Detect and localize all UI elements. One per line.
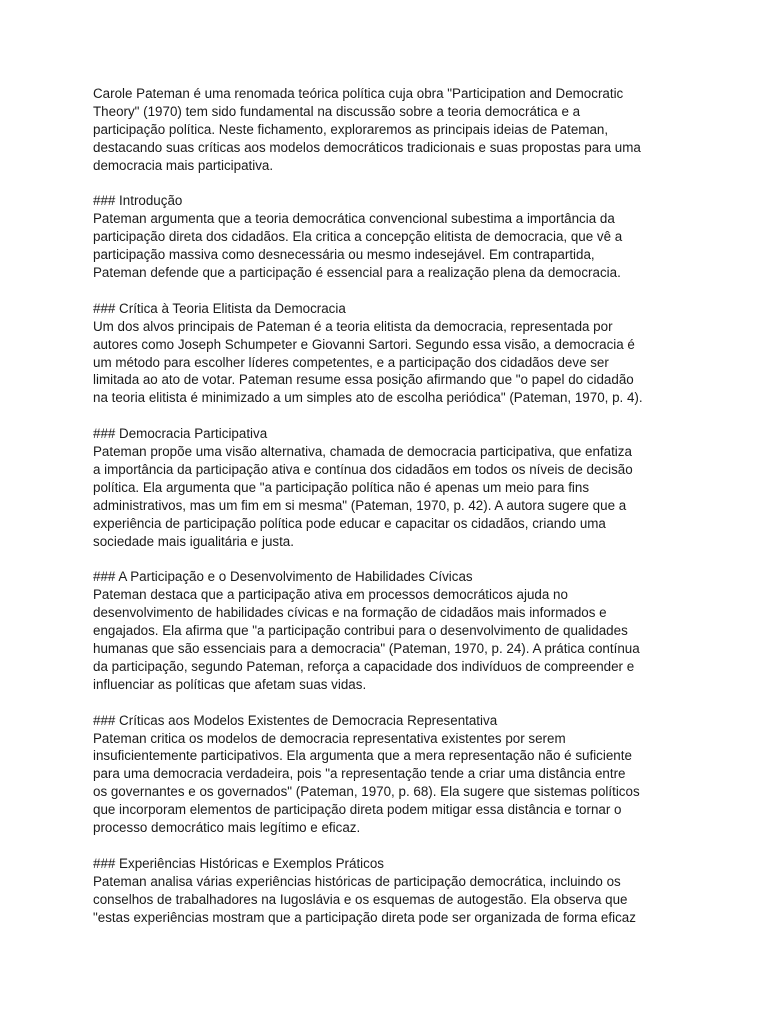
section-criticas-representativa [93, 712, 693, 837]
text-line: participação direta dos cidadãos. Ela critica a concepção elitista de democracia, que vê a [93, 229, 623, 245]
section-introducao [93, 192, 693, 282]
intro-paragraph [93, 85, 693, 175]
text-line: conselhos de trabalhadores na Iugoslávia e os esquemas de autogestão. Ela observa que [93, 891, 628, 907]
text-line: na teoria elitista é minimizado a um simples ato de escolha periódica" (Pateman, 1970, p. 4). [93, 390, 643, 406]
text-line: Pateman destaca que a participação ativa em processos democráticos ajuda no [93, 587, 568, 603]
text-line: processo democrático mais legítimo e eficaz. [93, 820, 361, 836]
text-line: que incorporam elementos de participação direta podem mitigar essa distância e tornar o [93, 802, 622, 818]
text-line: influenciar as políticas que afetam suas vidas. [93, 676, 367, 692]
document-body [93, 85, 693, 927]
text-line: participação política. Neste fichamento, exploraremos as principais ideias de Pateman, [93, 121, 609, 137]
text-line: Theory" (1970) tem sido fundamental na discussão sobre a teoria democrática e a [93, 103, 581, 119]
text-line: administrativos, mas um fim em si mesma" (Pateman, 1970, p. 42). A autora sugere que a [93, 497, 627, 513]
section-democracia-participativa [93, 425, 693, 550]
text-line: Pateman critica os modelos de democracia representativa existentes por serem [93, 730, 566, 746]
text-line: humanas que são essenciais para a democracia" (Pateman, 1970, p. 24). A prática contínua [93, 641, 640, 657]
text-line: a importância da participação ativa e contínua dos cidadãos em todos os níveis de decisão [93, 461, 633, 477]
text-line: política. Ela argumenta que "a participação política não é apenas um meio para fins [93, 479, 590, 495]
section-habilidades-civicas [93, 568, 693, 693]
text-line: desenvolvimento de habilidades cívicas e na formação de cidadãos mais informados e [93, 605, 607, 621]
text-line: engajados. Ela afirma que "a participação contribui para o desenvolvimento de qualidades [93, 623, 628, 639]
text-line: destacando suas críticas aos modelos democráticos tradicionais e suas propostas para uma [93, 139, 641, 155]
text-line: Pateman defende que a participação é essencial para a realização plena da democracia. [93, 265, 621, 281]
text-line: democracia mais participativa. [93, 157, 274, 173]
text-line: para uma democracia verdadeira, pois "a representação tende a criar uma distância entre [93, 766, 626, 782]
text-line: experiência de participação política pode educar e capacitar os cidadãos, criando uma [93, 515, 606, 531]
text-line: autores como Joseph Schumpeter e Giovanni Sartori. Segundo essa visão, a democracia é [93, 336, 635, 352]
section-experiencias-historicas [93, 855, 693, 927]
section-heading: ### Experiências Históricas e Exemplos Práticos [93, 855, 384, 871]
text-line: os governantes e os governados" (Pateman, 1970, p. 68). Ela sugere que sistemas políticos [93, 784, 640, 800]
section-heading: ### Crítica à Teoria Elitista da Democracia [93, 300, 346, 316]
text-line: da participação, segundo Pateman, reforça a capacidade dos indivíduos de compreender e [93, 658, 635, 674]
text-line: sociedade mais igualitária e justa. [93, 533, 294, 549]
text-line: Pateman propõe uma visão alternativa, chamada de democracia participativa, que enfatiza [93, 444, 632, 460]
text-line: insuficientemente participativos. Ela argumenta que a mera representação não é suficiente [93, 748, 632, 764]
section-heading: ### Democracia Participativa [93, 426, 268, 442]
text-line: "estas experiências mostram que a participação direta pode ser organizada de forma eficaz [93, 909, 636, 925]
text-line: limitada ao ato de votar. Pateman resume essa posição afirmando que "o papel do cidadão [93, 372, 634, 388]
text-line: um método para escolher líderes competentes, e a participação dos cidadãos deve ser [93, 354, 609, 370]
section-heading: ### Introdução [93, 193, 183, 209]
section-heading: ### Críticas aos Modelos Existentes de Democracia Representativa [93, 712, 498, 728]
text-line: Carole Pateman é uma renomada teórica política cuja obra "Participation and Democratic [93, 86, 624, 101]
text-line: participação massiva como desnecessária ou mesmo indesejável. Em contrapartida, [93, 247, 595, 263]
section-heading: ### A Participação e o Desenvolvimento de Habilidades Cívicas [93, 569, 473, 585]
text-line: Pateman argumenta que a teoria democrática convencional subestima a importância da [93, 211, 615, 227]
section-critica-elitista [93, 300, 693, 407]
text-line: Pateman analisa várias experiências históricas de participação democrática, incluindo os [93, 873, 621, 889]
text-line: Um dos alvos principais de Pateman é a teoria elitista da democracia, representada por [93, 318, 613, 334]
